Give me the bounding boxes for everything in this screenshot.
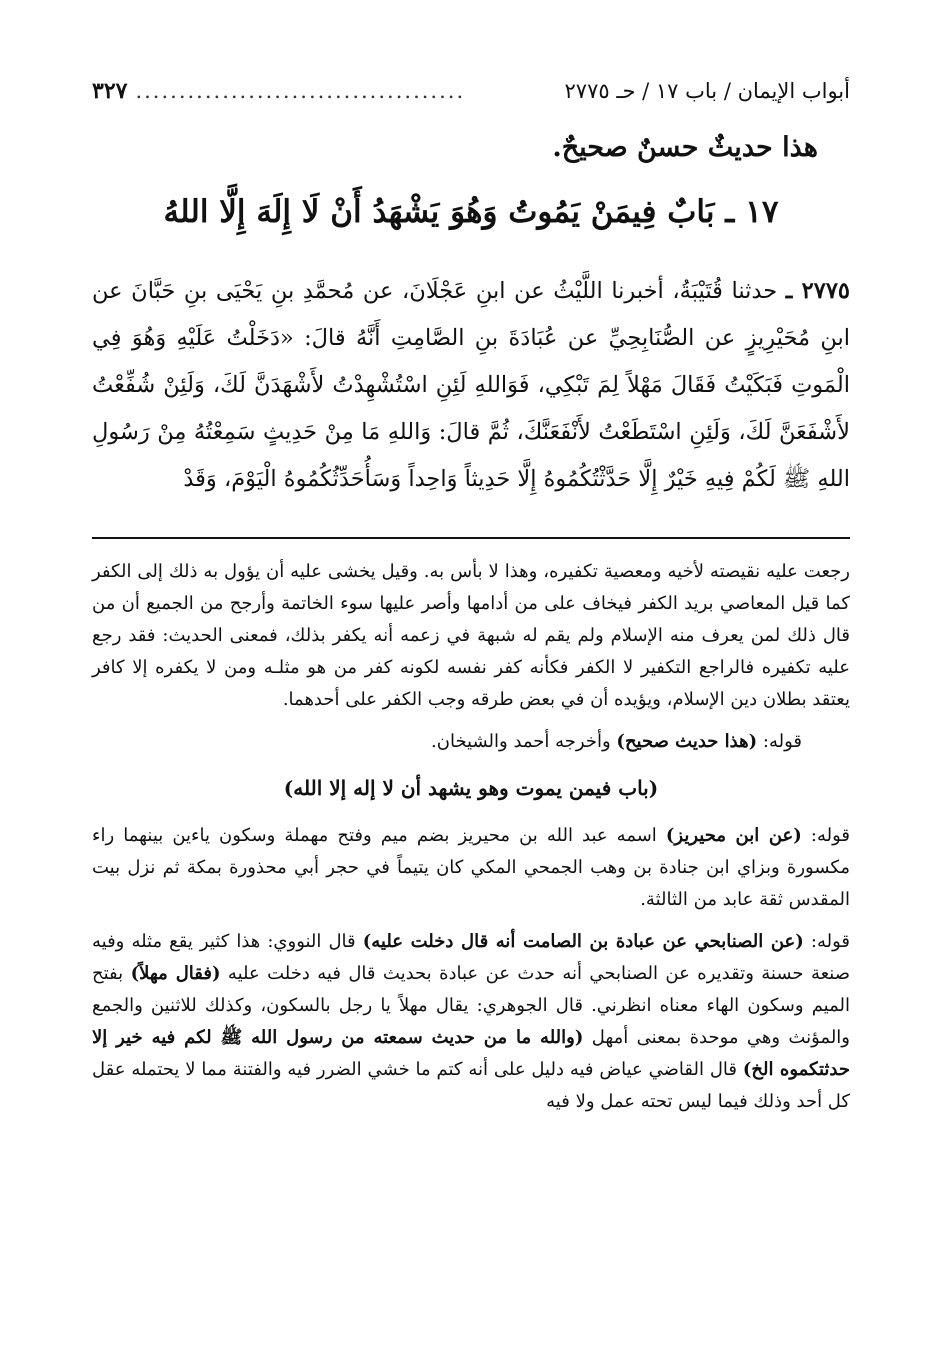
- commentary-paragraph: [92, 726, 850, 758]
- hadith-number: ٢٧٧٥ ـ: [785, 278, 850, 304]
- commentary-paragraph: [92, 926, 850, 1118]
- footnote-divider: [92, 537, 850, 539]
- commentary-quote: (والله ما من حديث سمعته من رسول الله ﷺ لكم فيه خير إلا حدثتكموه الخ): [92, 1027, 850, 1080]
- chapter-heading: ١٧ ـ بَابٌ فِيمَنْ يَمُوتُ وَهُوَ يَشْهَدُ أَنْ لَا إِلَهَ إِلَّا اللهُ: [163, 194, 779, 230]
- hadith-text-block: [92, 268, 850, 503]
- commentary-label: قوله:: [810, 931, 850, 952]
- commentary-text: قال النووي: هذا كثير يقع مثله وفيه صنعة حسنة وتقديره عن الصنابحي أنه حدث عن عبادة بحديث قال فيه دخلت عليه: [92, 931, 850, 984]
- commentary-quote: (فقال مهلاً): [130, 963, 221, 984]
- running-head: [92, 78, 850, 104]
- running-head-title: أبواب الإيمان / باب ١٧ / حـ ٢٧٧٥: [564, 79, 850, 103]
- page-number: ٣٢٧: [92, 78, 128, 104]
- commentary-paragraph: [92, 820, 850, 916]
- commentary-label: قوله:: [810, 825, 850, 846]
- commentary-block: [92, 556, 850, 1128]
- commentary-quote: (عن الصنابحي عن عبادة بن الصامت أنه قال دخلت عليه): [362, 931, 804, 952]
- commentary-text: بفتح الميم وسكون الهاء معناه انظرني. قال الجوهري: يقال مهلاً يا رجل بالسكون، وكذلك للاثنين والجمع والمؤنث وهي موحدة بمعنى أمهل: [92, 963, 850, 1048]
- commentary-paragraph: رجعت عليه نقيصته لأخيه ومعصية تكفيره، وهذا لا بأس به. وقيل يخشى عليه أن يؤول به ذلك إلى الكفر كما قيل المعاصي بريد الكفر فيخاف على من أدامها وأصر عليها سوء الخاتمة وأرجح من الجميع أن من قال ذلك لمن يعرف منه الإسلام ولم يقم له شبهة في زعمه أنه يكفر بذلك، فمعنى الحديث: فقد رجع عليه تكفيره فالراجع التكفير لا الكفر فكأنه كفر نفسه لكونه كفر من هو مثلـه ومن لا يكفره إلا كافر يعتقد بطلان دين الإسلام، ويؤيده أن في بعض طرقه وجب الكفر على أحدهما.: [92, 561, 850, 710]
- commentary-quote: (عن ابن محيريز): [665, 825, 802, 846]
- commentary-label: قوله:: [762, 731, 802, 752]
- commentary-text: وأخرجه أحمد والشيخان.: [431, 731, 611, 752]
- hadith-verdict: هذا حديثٌ حسنٌ صحيحٌ.: [552, 132, 818, 163]
- commentary-text: اسمه عبد الله بن محيريز بضم ميم وفتح مهملة وسكون ياءين بينهما راء مكسورة وبزاي ابن جنادة بن وهب الجمحي المكي كان يتيماً في حجر أبي محذورة بمكة ثم نزل بيت المقدس ثقة عابد من الثالثة.: [92, 825, 850, 910]
- commentary-quote: (هذا حديث صحيح): [616, 731, 758, 752]
- leader-dots: ......................................: [135, 79, 466, 103]
- hadith-text: حدثنا قُتَيْبَةُ، أخبرنا اللَّيْثُ عن ابنِ عَجْلَانَ، عن مُحمَّدِ بنِ يَحْيَى بنِ حَبَّانَ عن ابنِ مُحَيْرِيزٍ عن الصُّنَابِحِيِّ عن عُبَادَةَ بنِ الصَّامِتِ أَنَّهُ قالَ: «دَخَلْتُ عَلَيْهِ وَهُوَ فِي الْمَوتِ فَبَكَيْتُ فَقَالَ مَهْلاً لِمَ تَبْكِي، فَوَاللهِ لَئِنِ اسْتُشْهِدْتُ لأَشْهَدَنَّ لَكَ، وَلَئِنْ شُفِّعْتُ لأَشْفَعَنَّ لَكَ، وَلَئِنِ اسْتَطَعْتُ لأَنْفَعَنَّكَ، ثُمَّ قالَ: وَاللهِ مَا مِنْ حَدِيثٍ سَمِعْتُهُ مِنْ رَسُولِ اللهِ ﷺ لَكُمْ فِيهِ خَيْرٌ إِلَّا حَدَّثْتُكُمُوهُ إِلَّا حَدِيثاً وَاحِداً وَسَأُحَدِّثُكُمُوهُ الْيَوْمَ، وَقَدْ: [92, 278, 850, 492]
- commentary-chapter-heading: (باب فيمن يموت وهو يشهد أن لا إله إلا الله): [283, 776, 659, 800]
- commentary-text: قال القاضي عياض فيه دليل على أنه كتم ما خشي الضرر فيه والفتنة مما لا يحتمله عقل كل أحد وذلك فيما ليس تحته عمل ولا فيه: [92, 1059, 850, 1112]
